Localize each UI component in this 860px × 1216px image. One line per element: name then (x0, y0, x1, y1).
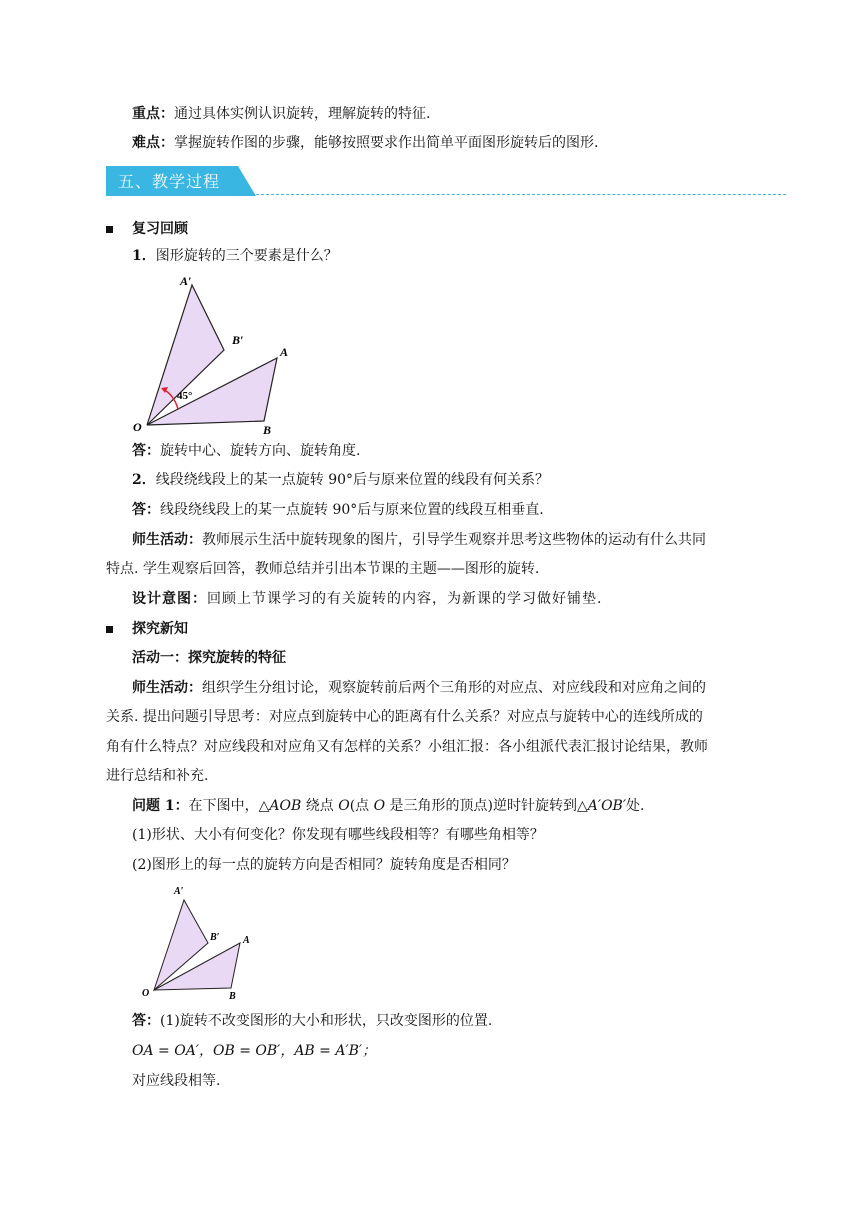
answer-conclusion: 对应线段相等. (132, 1073, 221, 1089)
difficulty-text: 掌握旋转作图的步骤，能够按照要求作出简单平面图形旋转后的图形. (174, 135, 599, 151)
rotation-figure-2 (138, 880, 268, 1005)
explore-activity-label: 师生活动： (132, 680, 202, 696)
problem-text-a: 在下图中，△ (188, 798, 270, 814)
question-1 (132, 246, 338, 266)
section-title: 五、教学过程 (118, 172, 221, 191)
problem-aob: AOB (269, 798, 302, 814)
explore-heading: 探究新知 (132, 621, 188, 637)
bullet-square-icon (106, 626, 113, 633)
problem-aob-rotated: A′OB′ (587, 798, 627, 814)
answer-1-text: 旋转中心、旋转方向、旋转角度. (160, 443, 361, 459)
explore-activity-text-2: 关系. 提出问题引导思考：对应点到旋转中心的距离有什么关系？对应点与旋转中心的连线所成的 (106, 709, 703, 725)
review-activity-text-2: 特点. 学生观察后回答，教师总结并引出本节课的主题——图形的旋转. (106, 561, 540, 577)
review-activity-line-1 (132, 530, 706, 550)
design-intent (132, 589, 602, 609)
label-a-prime: A′ (180, 274, 192, 288)
label-a-prime: A′ (174, 886, 184, 897)
sub-question-2: (2)图形上的每一点的旋转方向是否相同？旋转角度是否相同？ (132, 857, 516, 873)
bullet-square-icon (106, 226, 113, 233)
review-activity-text-1: 教师展示生活中旋转现象的图片，引导学生观察并思考这些物体的运动有什么共同 (202, 532, 706, 548)
problem-text-d: 是三角形的顶点)逆时针旋转到△ (385, 798, 588, 814)
question-2 (132, 470, 549, 490)
answer-2 (132, 500, 544, 520)
explore-activity-text-4: 进行总结和补充. (106, 768, 209, 784)
label-a: A (280, 345, 289, 359)
equal-segments-equation: OA = OA′，OB = OB′，AB = A′B′； (132, 1043, 377, 1059)
label-o: O (142, 988, 150, 999)
problem-text-b: 绕点 (301, 798, 339, 814)
section-banner (106, 166, 256, 196)
problem-text-c: (点 (349, 798, 374, 814)
activity-1-heading: 活动一：探究旋转的特征 (132, 650, 286, 666)
answer-problem-1 (132, 1011, 492, 1031)
explore-activity-text-1: 组织学生分组讨论，观察旋转前后两个三角形的对应点、对应线段和对应角之间的 (202, 680, 706, 696)
question-2-number: 2． (132, 472, 156, 488)
question-2-text: 线段绕线段上的某一点旋转 90°后与原来位置的线段有何关系？ (155, 472, 550, 488)
answer-2-label: 答： (132, 502, 160, 518)
label-b-prime: B′ (232, 333, 244, 347)
sub-question-1: (1)形状、大小有何变化？你发现有哪些线段相等？有哪些角相等？ (132, 827, 544, 843)
label-b-prime: B′ (210, 932, 220, 943)
explore-activity-text-3: 角有什么特点？对应线段和对应角又有怎样的关系？小组汇报：各小组派代表汇报讨论结果，教师 (106, 739, 708, 755)
review-heading: 复习回顾 (132, 221, 188, 237)
section-divider (256, 194, 786, 195)
problem-1-label: 问题 1： (132, 798, 189, 814)
difficulty-line (132, 133, 598, 153)
label-a: A (243, 935, 250, 946)
answer-problem-text: (1)旋转不改变图形的大小和形状，只改变图形的位置. (160, 1013, 493, 1029)
answer-problem-label: 答： (132, 1013, 160, 1029)
explore-activity-line-1 (132, 678, 706, 698)
question-1-text: 图形旋转的三个要素是什么？ (155, 248, 338, 264)
design-intent-label: 设计意图： (132, 591, 207, 607)
label-o: O (133, 420, 142, 434)
answer-2-text: 线段绕线段上的某一点旋转 90°后与原来位置的线段互相垂直. (160, 502, 544, 518)
difficulty-label: 难点： (132, 135, 174, 151)
focus-text: 通过具体实例认识旋转，理解旋转的特征. (174, 106, 431, 122)
label-angle: 45° (177, 390, 193, 402)
problem-text-e: 处. (626, 798, 645, 814)
problem-1 (132, 796, 644, 816)
focus-line (132, 104, 430, 124)
label-b: B (263, 423, 272, 437)
problem-o-1: O (338, 798, 350, 814)
rotation-figure-1 (128, 268, 298, 438)
answer-1 (132, 441, 360, 461)
focus-label: 重点： (132, 106, 174, 122)
review-activity-label: 师生活动： (132, 532, 202, 548)
label-b: B (229, 991, 236, 1002)
problem-o-2: O (373, 798, 386, 814)
answer-1-label: 答： (132, 443, 160, 459)
question-1-number: 1． (132, 248, 156, 264)
design-intent-text: 回顾上节课学习的有关旋转的内容，为新课的学习做好铺垫. (207, 591, 603, 607)
